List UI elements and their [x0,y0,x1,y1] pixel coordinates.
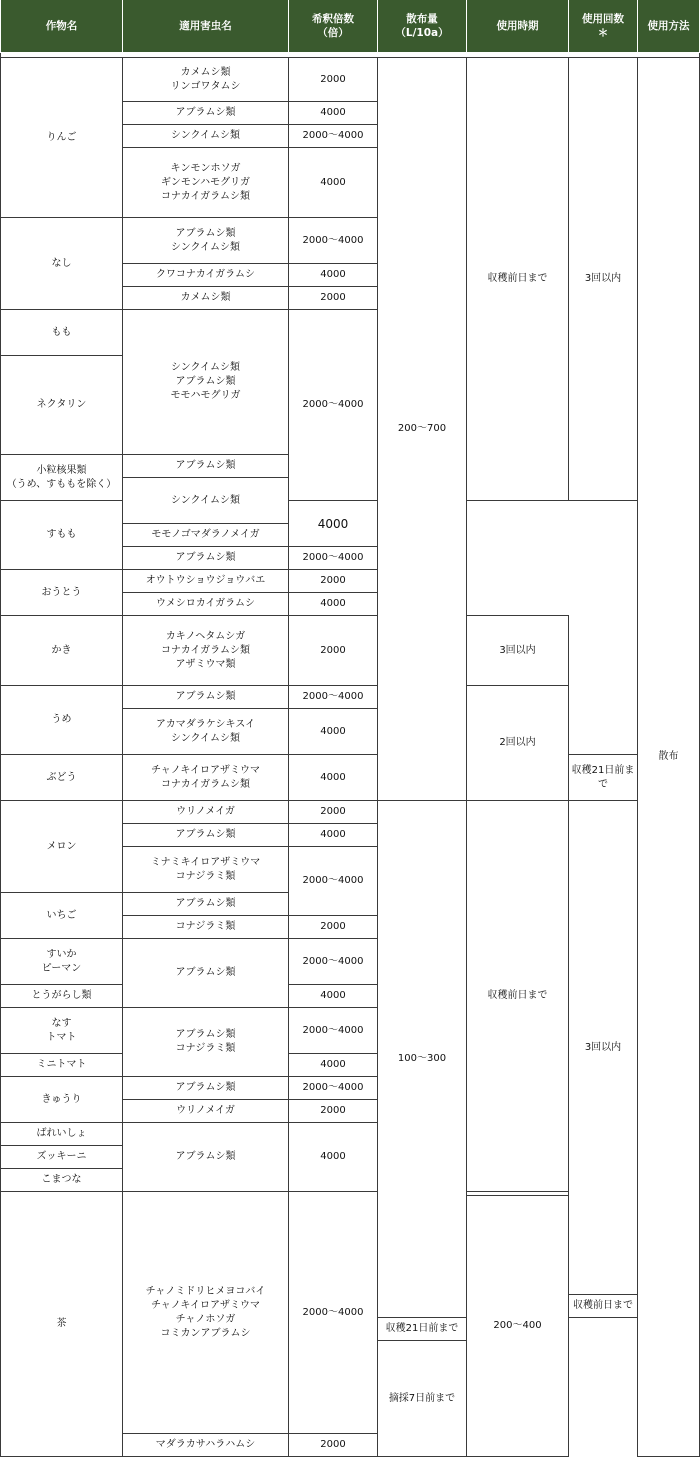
pest-cell: マダラカサハラハムシ [123,1434,289,1457]
pest-cell: アブラムシ類 [123,1123,289,1192]
crop-cell: メロン [1,801,123,893]
crop-cell: うめ [1,686,123,755]
pest-cell: アブラムシ類 シンクイムシ類 [123,218,289,264]
dilution-cell: 2000～4000 [289,1192,378,1434]
pest-cell: アブラムシ類 [123,102,289,125]
pest-cell: キンモンホソガ ギンモンハモグリガ コナカイガラムシ類 [123,148,289,218]
header-volume: 散布量 （L/10a） [378,0,467,53]
header-pest: 適用害虫名 [123,0,289,53]
pest-cell: アカマダラケシキスイ シンクイムシ類 [123,709,289,755]
timing-cell: 摘採7日前まで [378,1341,467,1457]
dilution-cell: 2000～4000 [289,1008,378,1054]
crop-cell: 小粒核果類 （うめ、すももを除く） [1,455,123,501]
pest-cell: アブラムシ類 [123,824,289,847]
pest-cell: チャノミドリヒメヨコバイ チャノキイロアザミウマ チャノホソガ コミカンアブラムシ [123,1192,289,1434]
pest-cell: シンクイムシ類 [123,125,289,148]
pest-cell: ウメシロカイガラムシ [123,593,289,616]
crop-cell: ぶどう [1,755,123,801]
crop-cell: すいか ピーマン [1,939,123,985]
pest-cell: ウリノメイガ [123,1100,289,1123]
volume-cell: 100～300 [378,801,467,1318]
header-dilution: 希釈倍数 （倍） [289,0,378,53]
crop-cell: ネクタリン [1,356,123,455]
pest-cell: カメムシ類 リンゴワタムシ [123,58,289,102]
dilution-cell: 2000 [289,570,378,593]
timing-cell: 収穫前日まで [569,1295,638,1318]
dilution-cell: 2000 [289,1434,378,1457]
timing-cell: 収穫前日まで [467,801,569,1192]
dilution-cell: 2000 [289,1100,378,1123]
dilution-cell: 2000 [289,916,378,939]
header-row [1,0,700,53]
count-cell: 2回以内 [467,686,569,801]
crop-cell: きゅうり [1,1077,123,1123]
pest-cell: ウリノメイガ [123,801,289,824]
volume-cell: 200～700 [378,58,467,801]
pest-cell: アブラムシ類 [123,1077,289,1100]
crop-cell: ばれいしょ [1,1123,123,1146]
dilution-cell: 4000 [289,501,378,547]
dilution-cell: 2000 [289,58,378,102]
timing-cell: 収穫21日前まで [569,755,638,801]
crop-cell: りんご [1,58,123,218]
pest-cell: シンクイムシ類 アブラムシ類 モモハモグリガ [123,310,289,455]
dilution-cell: 4000 [289,593,378,616]
dilution-cell: 2000～4000 [289,310,378,501]
dilution-cell: 2000～4000 [289,847,378,916]
pest-cell: カメムシ類 [123,287,289,310]
pest-cell: ミナミキイロアザミウマ コナジラミ類 [123,847,289,893]
dilution-cell: 2000～4000 [289,686,378,709]
crop-cell: なす トマト [1,1008,123,1054]
dilution-cell: 2000 [289,801,378,824]
dilution-cell: 4000 [289,1123,378,1192]
timing-cell: 収穫前日まで [467,58,569,501]
pest-cell: モモノゴマダラノメイガ [123,524,289,547]
pest-cell: オウトウショウジョウバエ [123,570,289,593]
crop-cell: かき [1,616,123,686]
table-row [1,755,700,801]
dilution-cell: 2000 [289,616,378,686]
pest-cell: アブラムシ類 [123,547,289,570]
crop-cell: いちご [1,893,123,939]
table-row [1,801,700,824]
crop-cell: もも [1,310,123,356]
table-row [1,616,700,686]
pest-cell: アブラムシ類 [123,939,289,1008]
pest-cell: アブラムシ類 [123,686,289,709]
crop-cell: とうがらし類 [1,985,123,1008]
dilution-cell: 4000 [289,709,378,755]
crop-cell: 茶 [1,1192,123,1457]
table-row [1,58,700,102]
volume-cell: 200～400 [467,1196,569,1457]
dilution-cell: 4000 [289,102,378,125]
dilution-cell: 4000 [289,148,378,218]
crop-cell: すもも [1,501,123,570]
pest-cell: アブラムシ類 [123,893,289,916]
dilution-cell: 4000 [289,755,378,801]
dilution-cell: 2000～4000 [289,1077,378,1100]
count-cell: 3回以内 [569,801,638,1295]
dilution-cell: 2000～4000 [289,939,378,985]
header-method: 使用方法 [638,0,700,53]
pest-cell: アブラムシ類 コナジラミ類 [123,1008,289,1077]
pest-cell: アブラムシ類 [123,455,289,478]
dilution-cell: 4000 [289,824,378,847]
dilution-cell: 4000 [289,985,378,1008]
timing-cell: 収穫21日前まで [378,1318,467,1341]
crop-cell: ズッキーニ [1,1146,123,1169]
pest-cell: シンクイムシ類 [123,478,289,524]
dilution-cell: 4000 [289,1054,378,1077]
table-row [1,570,700,593]
header-count: 使用回数 ＊ [569,0,638,53]
dilution-cell: 2000～4000 [289,218,378,264]
pest-cell: クワコナカイガラムシ [123,264,289,287]
method-cell: 散布 [638,58,700,1457]
dilution-cell: 2000～4000 [289,125,378,148]
table-row [1,686,700,709]
table-row [1,501,700,524]
dilution-cell: 4000 [289,264,378,287]
header-timing: 使用時期 [467,0,569,53]
dilution-cell: 2000～4000 [289,547,378,570]
count-cell: 3回以内 [467,616,569,686]
header-crop: 作物名 [1,0,123,53]
pest-cell: コナジラミ類 [123,916,289,939]
crop-cell: おうとう [1,570,123,616]
dilution-cell: 2000 [289,287,378,310]
crop-cell: こまつな [1,1169,123,1192]
crop-cell: ミニトマト [1,1054,123,1077]
pest-cell: カキノヘタムシガ コナカイガラムシ類 アザミウマ類 [123,616,289,686]
crop-cell: なし [1,218,123,310]
pest-cell: チャノキイロアザミウマ コナカイガラムシ類 [123,755,289,801]
count-cell: 3回以内 [569,58,638,501]
